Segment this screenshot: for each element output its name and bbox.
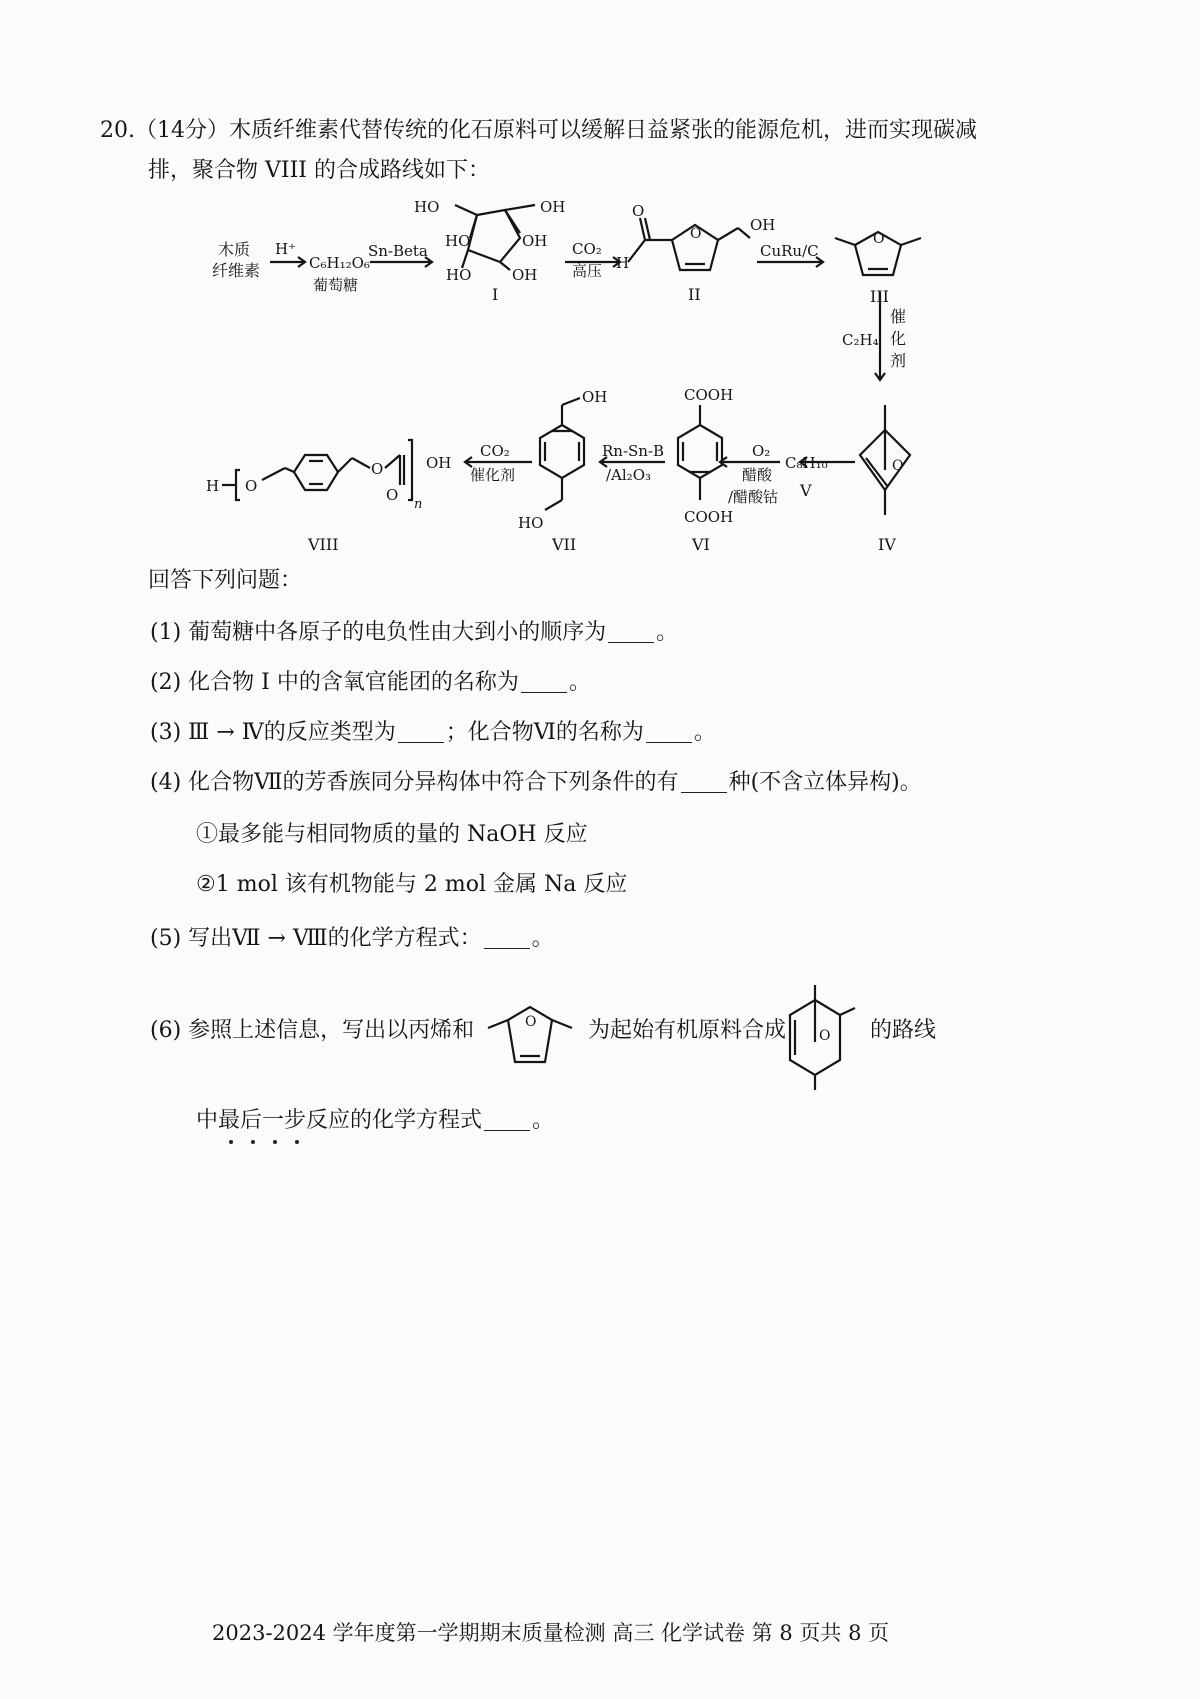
emphasis-dot <box>273 1140 277 1144</box>
end-mark: 。 <box>693 720 716 745</box>
reagent-sn-beta: Sn-Beta <box>368 242 428 260</box>
question-3 <box>150 718 716 748</box>
question-1 <box>150 618 678 648</box>
q6-bridge-o: O <box>819 1028 831 1044</box>
question-6-line2 <box>196 1106 554 1136</box>
end-mark: 。 <box>532 1108 555 1133</box>
catalyst-char-2: 化 <box>890 329 907 348</box>
reagent-alumina: /Al₂O₃ <box>606 466 652 484</box>
reagent-o2: O₂ <box>752 442 771 460</box>
answer-blank-2[interactable] <box>521 692 567 693</box>
reagent-catalyst: 催化剂 <box>470 466 516 484</box>
cpd1-group-4: OH <box>522 232 548 250</box>
cpd8-oh: OH <box>426 454 452 472</box>
answer-blank-3a[interactable] <box>398 742 444 743</box>
cpd1-group-1: HO <box>414 198 440 216</box>
cpd8-o1: O <box>245 477 258 495</box>
catalyst-char-1: 催 <box>890 307 907 326</box>
question-5-text: (5) 写出Ⅶ → Ⅷ的化学方程式： <box>150 926 482 951</box>
answer-blank-4[interactable] <box>681 792 727 793</box>
reagent-acetic-acid: 醋酸 <box>742 466 773 484</box>
cpd1-group-2: OH <box>540 198 566 216</box>
cpd1-group-6: OH <box>512 266 538 284</box>
cpd8-label: VIII <box>308 535 339 554</box>
question-6-text-a: (6) 参照上述信息，写出以丙烯和 <box>150 1018 475 1043</box>
cpd3-ring-o: O <box>873 231 885 247</box>
answer-prompt: 回答下列问题： <box>148 568 303 593</box>
cpd7-label: VII <box>552 535 577 554</box>
cpd3-label: III <box>870 287 889 306</box>
reagent-co2-2: CO₂ <box>480 442 510 460</box>
page-footer: 2023-2024 学年度第一学期期末质量检测 高三 化学试卷 第 8 页共 8 页 <box>212 1621 890 1645</box>
start-material-line2: 纤维素 <box>212 261 261 280</box>
cpd1-group-5: HO <box>446 266 472 284</box>
emphasis-dot <box>229 1140 233 1144</box>
cpd2-ring-o: O <box>690 226 702 242</box>
question-4-condition-2: ②1 mol 该有机物能与 2 mol 金属 Na 反应 <box>196 872 628 897</box>
cpd5-formula: C₈H₁₀ <box>785 454 828 472</box>
question-score: （14分） <box>135 118 229 143</box>
glucose-formula: C₆H₁₂O₆ <box>309 254 370 272</box>
q6-ring-o: O <box>525 1014 537 1030</box>
cpd8-o2: O <box>371 460 384 478</box>
question-6-text-b: 为起始有机原料合成 <box>588 1018 787 1043</box>
end-mark: 。 <box>568 670 591 695</box>
question-6-text-d: 中最后一步反应的化学方程式 <box>196 1108 483 1133</box>
glucose-name: 葡萄糖 <box>313 276 359 294</box>
question-2 <box>150 668 591 698</box>
catalyst-char-3: 剂 <box>890 351 907 370</box>
cpd1-group-3: HO <box>445 232 471 250</box>
answer-blank-5[interactable] <box>484 948 530 949</box>
reagent-high-pressure: 高压 <box>572 262 603 280</box>
cpd4-label: IV <box>878 535 896 554</box>
synthesis-scheme <box>0 0 1200 580</box>
reagent-h-plus: H⁺ <box>275 240 296 258</box>
question-intro-text: 木质纤维素代替传统的化石原料可以缓解日益紧张的能源危机，进而实现碳减 <box>229 118 978 143</box>
question-4 <box>150 768 922 798</box>
question-2-text: (2) 化合物 I 中的含氧官能团的名称为 <box>150 670 519 695</box>
cpd2-h: H <box>616 254 630 272</box>
emphasis-dot <box>295 1140 299 1144</box>
question-6-text-c: 的路线 <box>870 1018 937 1043</box>
question-3-text-b: ；化合物Ⅵ的名称为 <box>445 720 644 745</box>
cpd8-o3: O <box>386 486 399 504</box>
question-3-text-a: (3) Ⅲ → Ⅳ的反应类型为 <box>150 720 396 745</box>
reagent-co2: CO₂ <box>572 240 602 258</box>
cpd1-label: I <box>492 285 499 304</box>
cpd7-oh-bottom: HO <box>518 514 544 532</box>
reagent-ethylene: C₂H₄ <box>842 331 879 349</box>
cpd5-label: V <box>800 481 812 500</box>
cpd8-n: n <box>414 497 423 512</box>
reagent-cobalt-acetate: /醋酸钴 <box>728 488 779 506</box>
cpd2-oh: OH <box>750 216 776 234</box>
end-mark: 。 <box>531 926 554 951</box>
cpd4-bridge-o: O <box>892 458 904 474</box>
cpd2-carbonyl-o: O <box>632 202 645 220</box>
emphasis-dot <box>251 1140 255 1144</box>
question-4-condition-1: ①最多能与相同物质的量的 NaOH 反应 <box>196 822 588 847</box>
cpd6-label: VI <box>692 535 710 554</box>
reagent-curu: CuRu/C <box>760 242 819 260</box>
question-number: 20. <box>100 118 135 143</box>
cpd6-cooh-top: COOH <box>684 386 734 404</box>
cpd7-oh-top: OH <box>582 388 608 406</box>
question-intro-line2: 排，聚合物 VIII 的合成路线如下： <box>148 158 490 183</box>
question-5 <box>150 924 554 954</box>
question-1-text: (1) 葡萄糖中各原子的电负性由大到小的顺序为 <box>150 620 607 645</box>
answer-blank-6[interactable] <box>484 1130 530 1131</box>
end-mark: 。 <box>656 620 679 645</box>
cpd2-label: II <box>688 285 701 304</box>
cpd8-h: H <box>206 477 220 495</box>
question-4-text-b: 种(不含立体异构)。 <box>728 770 922 795</box>
cpd6-cooh-bottom: COOH <box>684 508 734 526</box>
start-material-line1: 木质 <box>218 240 251 259</box>
answer-blank-3b[interactable] <box>646 742 692 743</box>
answer-blank-1[interactable] <box>608 642 654 643</box>
reagent-rn-sn-b: Rn-Sn-B <box>602 442 665 460</box>
question-4-text-a: (4) 化合物Ⅶ的芳香族同分异构体中符合下列条件的有 <box>150 770 679 795</box>
